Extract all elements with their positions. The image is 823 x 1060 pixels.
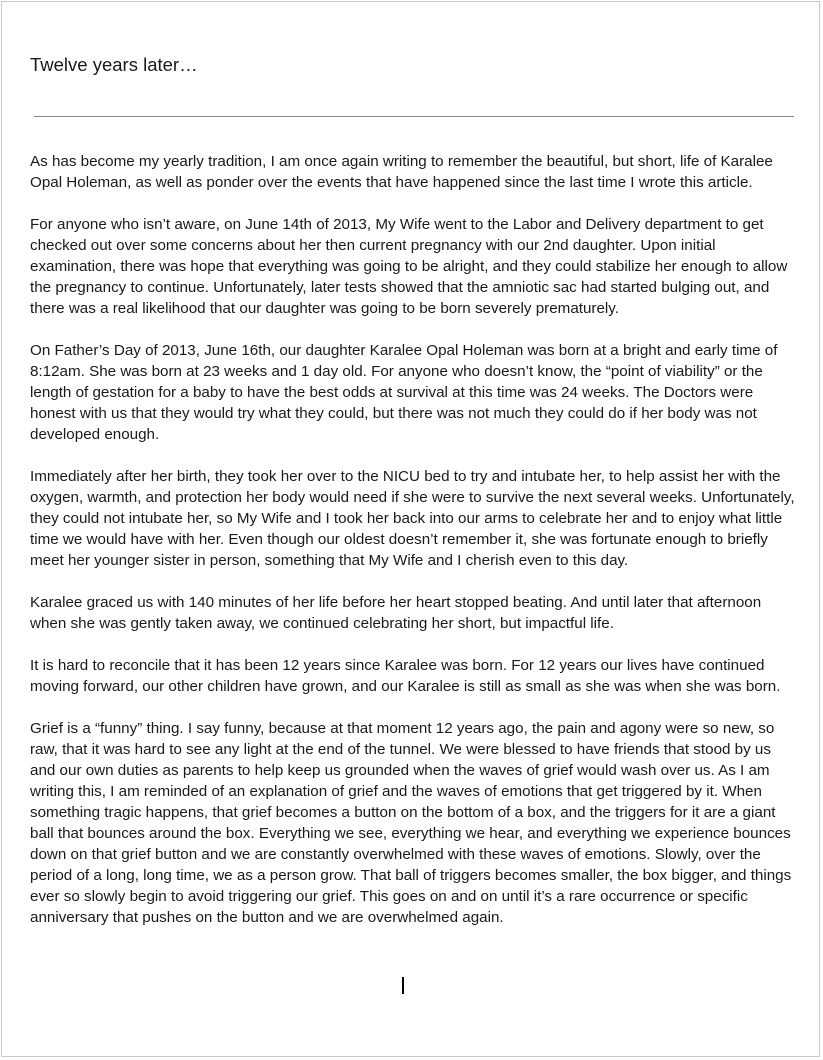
text-cursor (402, 977, 404, 994)
paragraph[interactable]: On Father’s Day of 2013, June 16th, our daughter Karalee Opal Holeman was born at a bright and early time of 8:12am. She was born at 23 weeks and 1 day old. For anyone who doesn’t know, the “point of viability” or the length of gestation for a baby to have the best odds at survival at this time was 24 weeks. The Doctors were honest with us that they would try what they could, but there was not much they could do if her body was not developed enough. (30, 342, 778, 443)
paragraph[interactable]: As has become my yearly tradition, I am once again writing to remember the beautiful, but short, life of Karalee Opal Holeman, as well as ponder over the events that have happened since the last time I wrote this article. (30, 153, 773, 191)
paragraph[interactable]: For anyone who isn’t aware, on June 14th of 2013, My Wife went to the Labor and Delivery department to get checked out over some concerns about her then current pregnancy with our 2nd daughter. Upon initial examination, there was hope that everything was going to be alright, and they could stabilize her enough to allow the pregnancy to continue. Unfortunately, later tests showed that the amniotic sac had started bulging out, and there was a real likelihood that our daughter was going to be born severely prematurely. (30, 216, 788, 317)
document-page[interactable] (1, 1, 820, 1057)
paragraph[interactable]: It is hard to reconcile that it has been 12 years since Karalee was born. For 12 years our lives have continued moving forward, our other children have grown, and our Karalee is still as small as she was when she was born. (30, 657, 781, 695)
paragraph[interactable]: Grief is a “funny” thing. I say funny, because at that moment 12 years ago, the pain and agony were so new, so raw, that it was hard to see any light at the end of the tunnel. We were blessed to have friends that stood by us and our own duties as parents to help keep us grounded when the waves of grief would wash over us. As I am writing this, I am reminded of an explanation of grief and the waves of emotions that get triggered by it. When something tragic happens, that grief becomes a button on the bottom of a box, and the triggers for it are a giant ball that bounces around the box. Everything we see, everything we hear, and everything we experience bounces down on that grief button and we are constantly overwhelmed with these waves of emotions. Slowly, over the period of a long, long time, we as a person grow. That ball of triggers becomes smaller, the box bigger, and things ever so slowly begin to avoid triggering our grief. This goes on and on until it’s a rare occurrence or specific anniversary that pushes on the button and we are overwhelmed again. (30, 720, 792, 926)
document-title[interactable]: Twelve years later… (30, 54, 198, 75)
paragraph[interactable]: Immediately after her birth, they took her over to the NICU bed to try and intubate her, to help assist her with the oxygen, warmth, and protection her body would need if she were to survive the next several weeks. Unfortunately, they could not intubate her, so My Wife and I took her back into our arms to celebrate her and to enjoy what little time we would have with her. Even though our oldest doesn’t remember it, she was fortunate enough to briefly meet her younger sister in person, something that My Wife and I cherish even to this day. (30, 468, 795, 569)
title-divider (34, 116, 794, 117)
document-body[interactable] (30, 151, 800, 949)
paragraph[interactable]: Karalee graced us with 140 minutes of her life before her heart stopped beating. And until later that afternoon when she was gently taken away, we continued celebrating her short, but impactful life. (30, 594, 762, 632)
